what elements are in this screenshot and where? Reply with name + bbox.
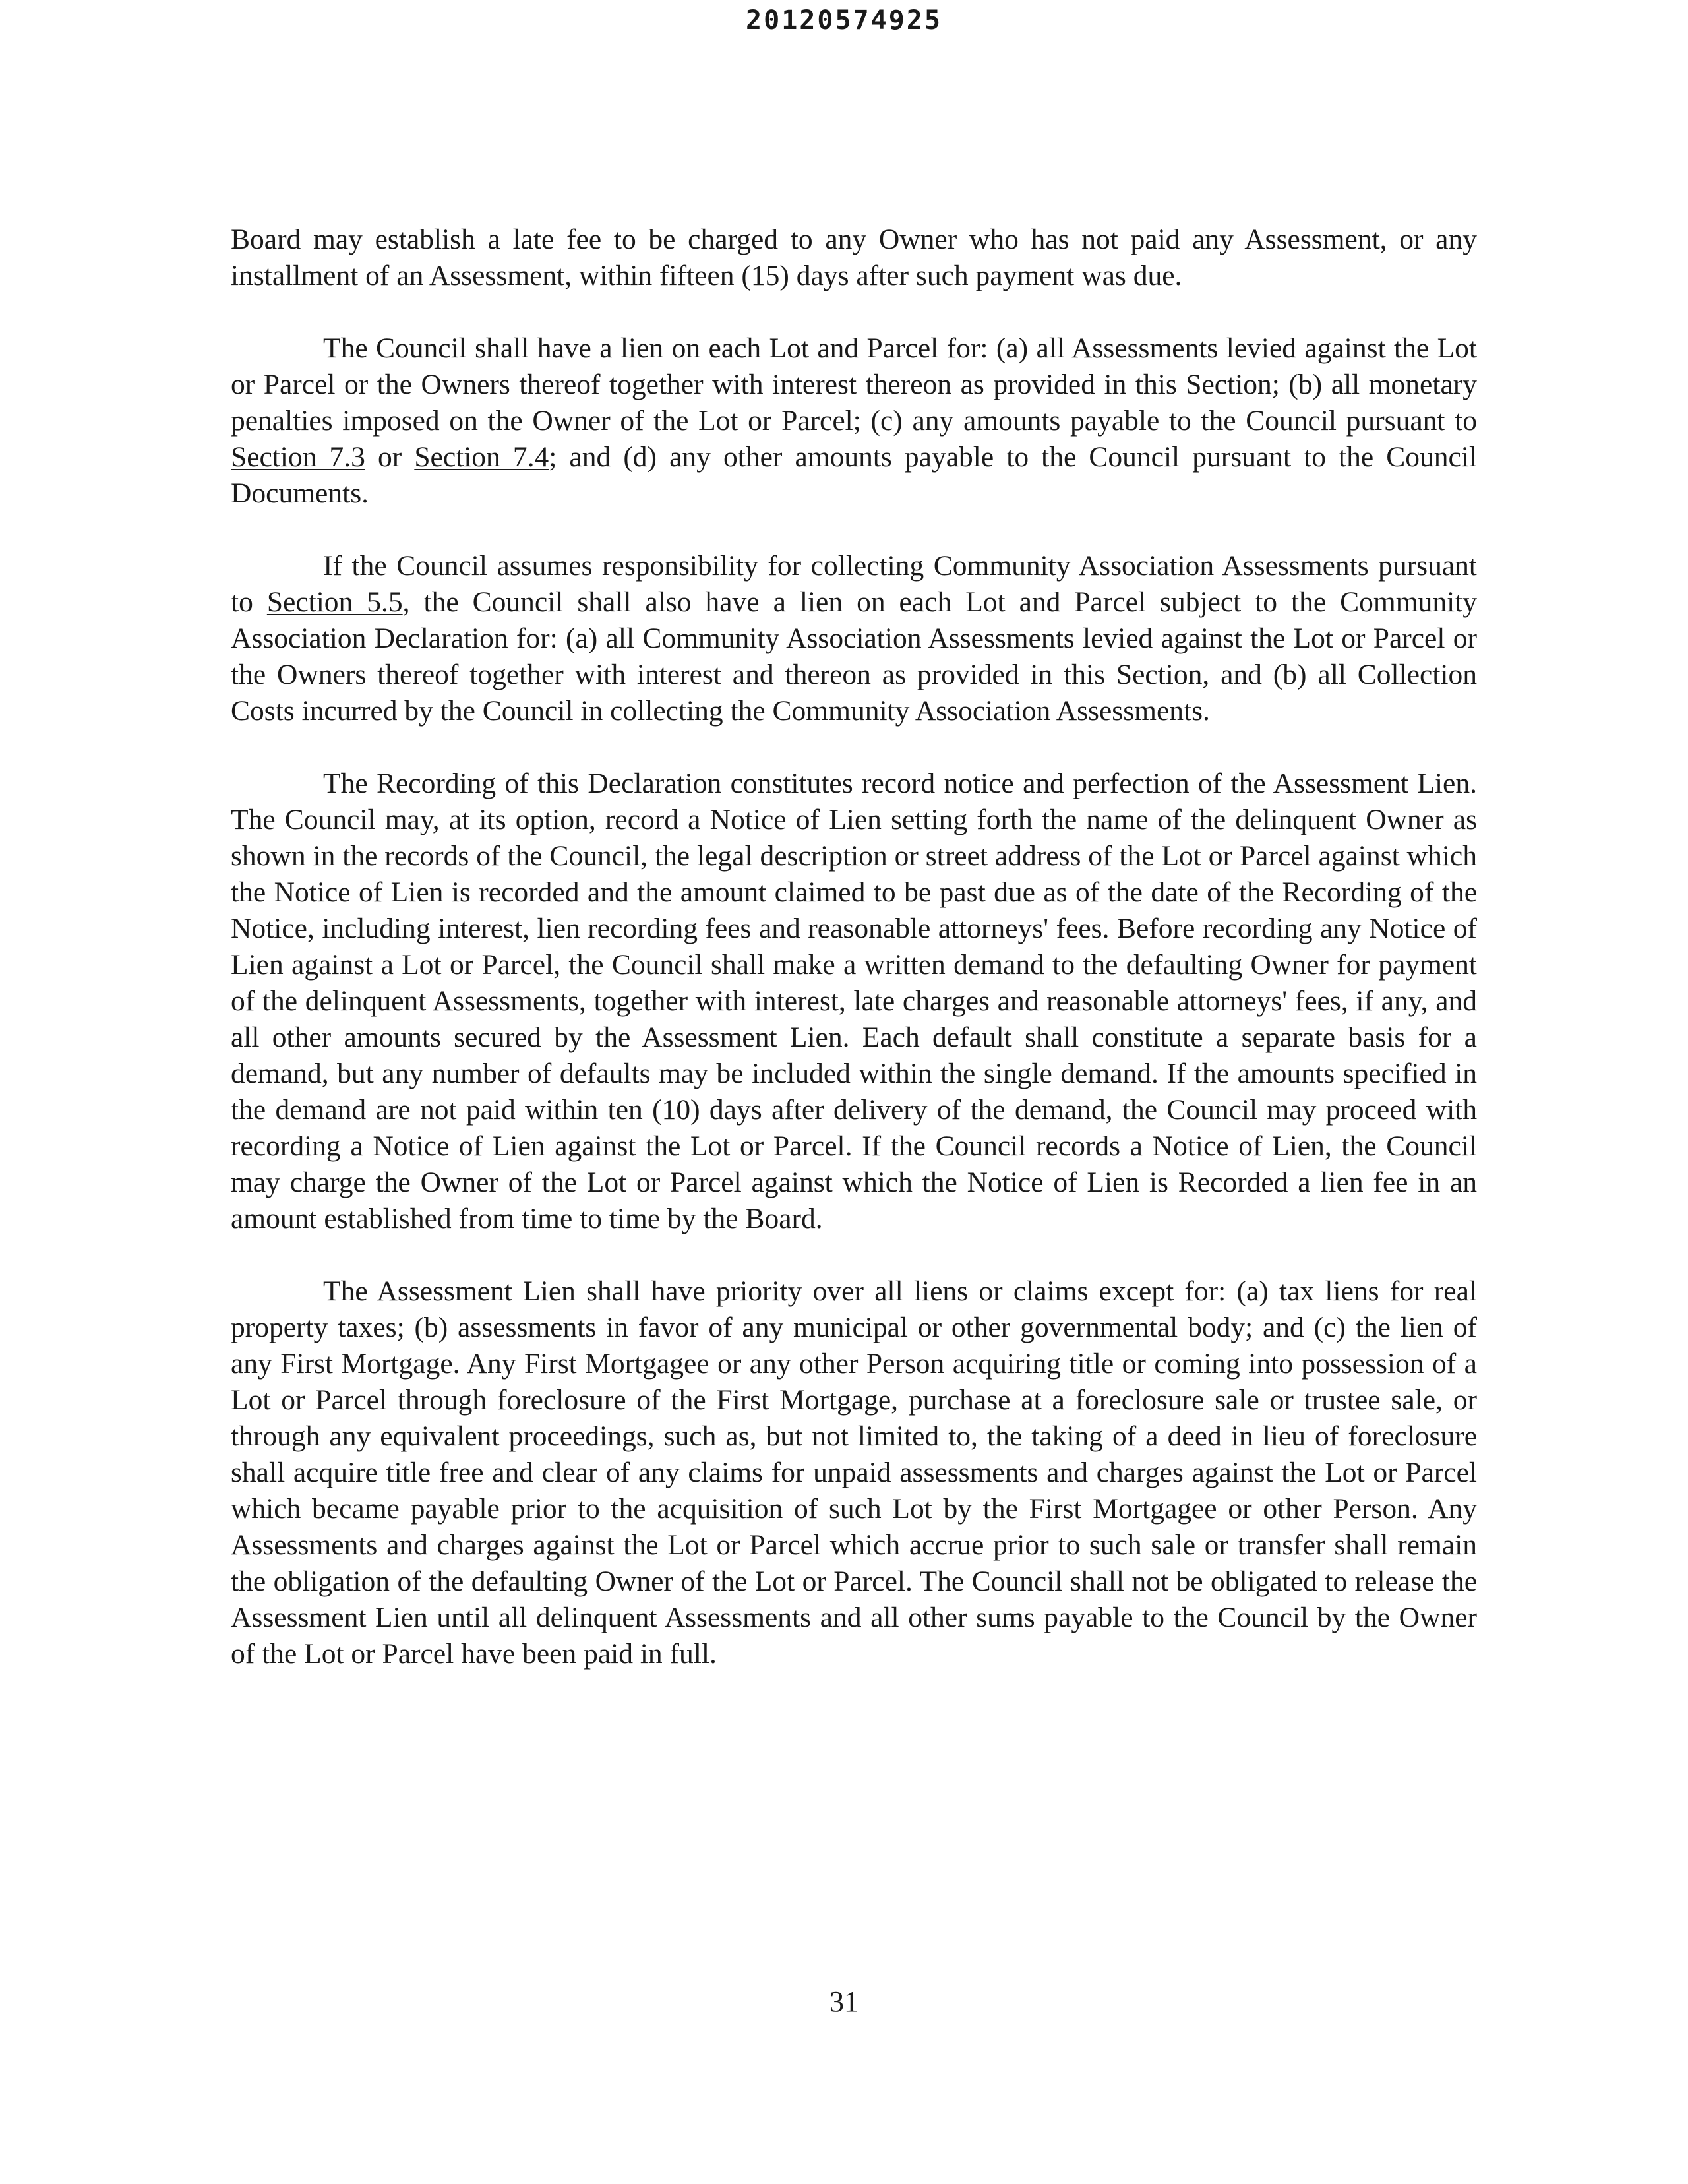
document-body (231, 222, 1477, 1709)
section-reference-link: Section 7.4 (414, 441, 549, 473)
paragraph-text: If the Council assumes responsibility for collecting Community Association Assessments pursuant to (231, 550, 1477, 618)
paragraph-text: , the Council shall also have a lien on each Lot and Parcel subject to the Community Association Declaration for: (a) all Community Association Assessments levied against the Lot or Parcel or the Owners thereof together with interest and thereon as provided in this Section, and (b) all Collection Costs incurred by the Council in collecting the Community Association Assessments. (231, 586, 1477, 727)
paragraph-text: ; and (d) any other amounts payable to the Council pursuant to the Council Documents. (231, 441, 1477, 509)
section-reference-link: Section 5.5 (266, 586, 403, 618)
document-number: 20120574925 (746, 5, 942, 36)
paragraph-council-lien (231, 330, 1477, 512)
paragraph-text: The Council shall have a lien on each Lot and Parcel for: (a) all Assessments levied against the Lot or Parcel or the Owners thereof together with interest thereon as provided in this Section; (b) all monetary penalties imposed on the Owner of the Lot or Parcel; (c) any amounts payable to the Council pursuant to (231, 332, 1477, 437)
paragraph-community-association-lien (231, 548, 1477, 729)
paragraph-late-fee: Board may establish a late fee to be charged to any Owner who has not paid any Assessment, or any installment of an Assessment, within fifteen (15) days after such payment was due. (231, 224, 1477, 291)
paragraph-text: or (365, 441, 415, 473)
section-reference-link: Section 7.3 (231, 441, 365, 473)
paragraph-lien-priority: The Assessment Lien shall have priority over all liens or claims except for: (a) tax liens for real property taxes; (b) assessments in favor of any municipal or other governmental body; and (c) the lien of any First Mortgage. Any First Mortgagee or any other Person acquiring title or coming into possession of a Lot or Parcel through foreclosure of the First Mortgage, purchase at a foreclosure sale or trustee sale, or through any equivalent proceedings, such as, but not limited to, the taking of a deed in lieu of foreclosure shall acquire title free and clear of any claims for unpaid assessments and charges against the Lot or Parcel which became payable prior to the acquisition of such Lot by the First Mortgagee or other Person. Any Assessments and charges against the Lot or Parcel which accrue prior to such sale or transfer shall remain the obligation of the defaulting Owner of the Lot or Parcel. The Council shall not be obligated to release the Assessment Lien until all delinquent Assessments and all other sums payable to the Council by the Owner of the Lot or Parcel have been paid in full. (231, 1275, 1477, 1670)
page-number: 31 (829, 1986, 859, 2018)
paragraph-notice-of-lien: The Recording of this Declaration constitutes record notice and perfection of the Assessment Lien. The Council may, at its option, record a Notice of Lien setting forth the name of the delinquent Owner as shown in the records of the Council, the legal description or street address of the Lot or Parcel against which the Notice of Lien is recorded and the amount claimed to be past due as of the date of the Recording of the Notice, including interest, lien recording fees and reasonable attorneys' fees. Before recording any Notice of Lien against a Lot or Parcel, the Council shall make a written demand to the defaulting Owner for payment of the delinquent Assessments, together with interest, late charges and reasonable attorneys' fees, if any, and all other amounts secured by the Assessment Lien. Each default shall constitute a separate basis for a demand, but any number of defaults may be included within the single demand. If the amounts specified in the demand are not paid within ten (10) days after delivery of the demand, the Council may proceed with recording a Notice of Lien against the Lot or Parcel. If the Council records a Notice of Lien, the Council may charge the Owner of the Lot or Parcel against which the Notice of Lien is Recorded a lien fee in an amount established from time to time by the Board. (231, 768, 1477, 1234)
